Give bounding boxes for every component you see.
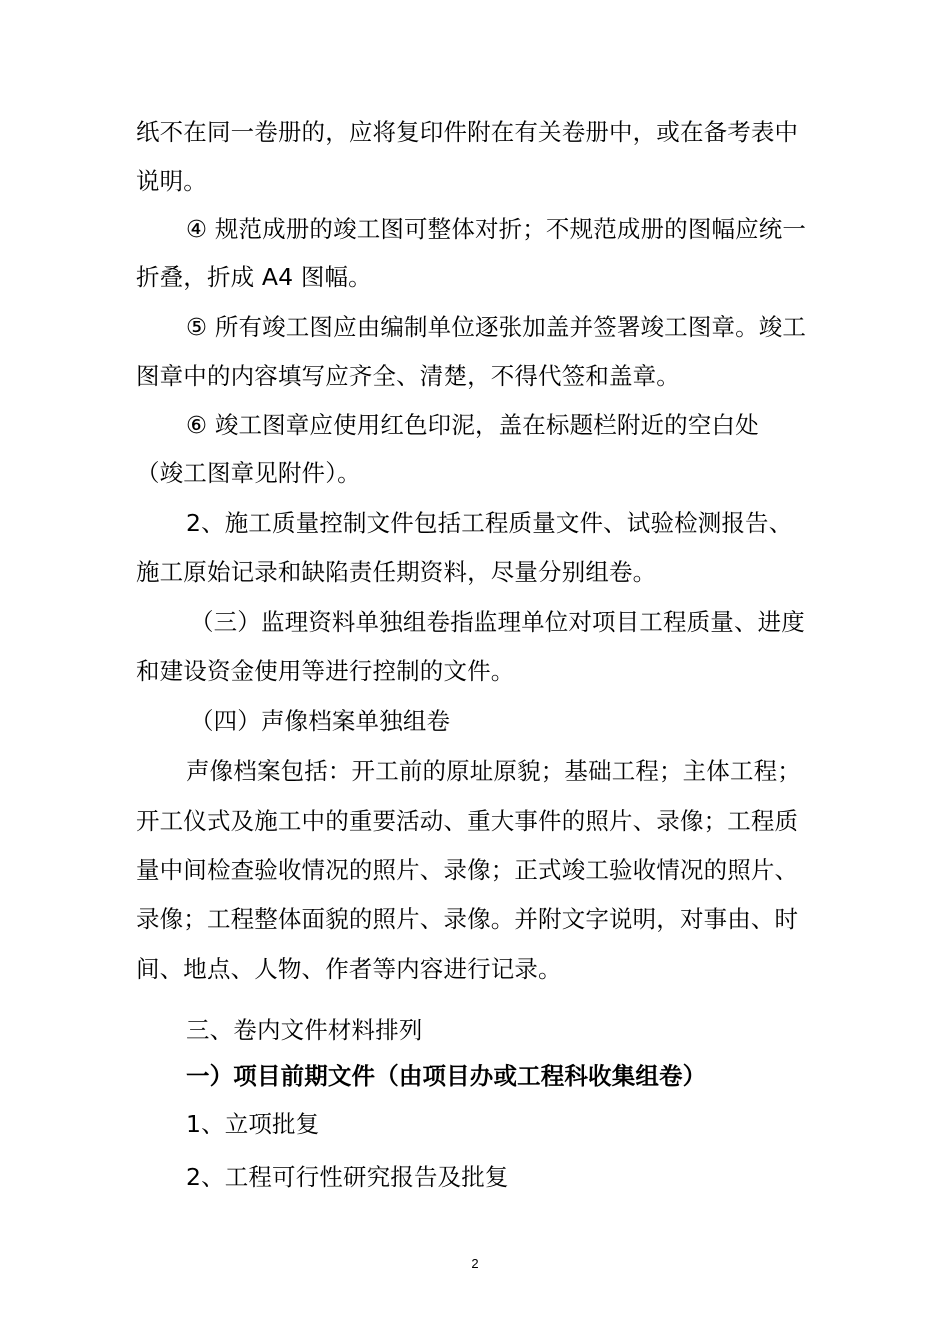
paragraph-line: 间、地点、人物、作者等内容进行记录。 bbox=[136, 955, 562, 983]
paragraph-line: （竣工图章见附件）。 bbox=[136, 459, 361, 487]
list-item: 2、工程可行性研究报告及批复 bbox=[186, 1163, 509, 1191]
paragraph-line: 施工原始记录和缺陷责任期资料，尽量分别组卷。 bbox=[136, 558, 657, 586]
section-heading: 三、卷内文件材料排列 bbox=[186, 1016, 423, 1044]
paragraph-line: ④ 规范成册的竣工图可整体对折；不规范成册的图幅应统一 bbox=[186, 215, 807, 243]
section-heading: （四）声像档案单独组卷 bbox=[190, 707, 451, 735]
paragraph-line: 录像；工程整体面貌的照片、录像。并附文字说明，对事由、时 bbox=[136, 905, 799, 933]
paragraph-line: 和建设资金使用等进行控制的文件。 bbox=[136, 657, 515, 685]
page-number: 2 bbox=[471, 1256, 479, 1271]
paragraph-line: 折叠，折成 A4 图幅。 bbox=[136, 263, 372, 291]
list-item: 1、立项批复 bbox=[186, 1110, 320, 1138]
paragraph-line: 量中间检查验收情况的照片、录像；正式竣工验收情况的照片、 bbox=[136, 856, 799, 884]
paragraph-line: （三）监理资料单独组卷指监理单位对项目工程质量、进度 bbox=[190, 608, 805, 636]
paragraph-line: 声像档案包括：开工前的原址原貌；基础工程；主体工程； bbox=[186, 757, 801, 785]
paragraph-line: 开工仪式及施工中的重要活动、重大事件的照片、录像；工程质 bbox=[136, 807, 799, 835]
paragraph-line: 说明。 bbox=[136, 167, 207, 195]
paragraph-line: 2、施工质量控制文件包括工程质量文件、试验检测报告、 bbox=[186, 509, 793, 537]
paragraph-line: 图章中的内容填写应齐全、清楚，不得代签和盖章。 bbox=[136, 362, 680, 390]
paragraph-line: ⑤ 所有竣工图应由编制单位逐张加盖并签署竣工图章。竣工 bbox=[186, 313, 807, 341]
paragraph-line: 纸不在同一卷册的，应将复印件附在有关卷册中，或在备考表中 bbox=[136, 118, 799, 146]
section-heading-bold: 一）项目前期文件（由项目办或工程科收集组卷） bbox=[186, 1062, 707, 1090]
paragraph-line: ⑥ 竣工图章应使用红色印泥，盖在标题栏附近的空白处 bbox=[186, 411, 759, 439]
